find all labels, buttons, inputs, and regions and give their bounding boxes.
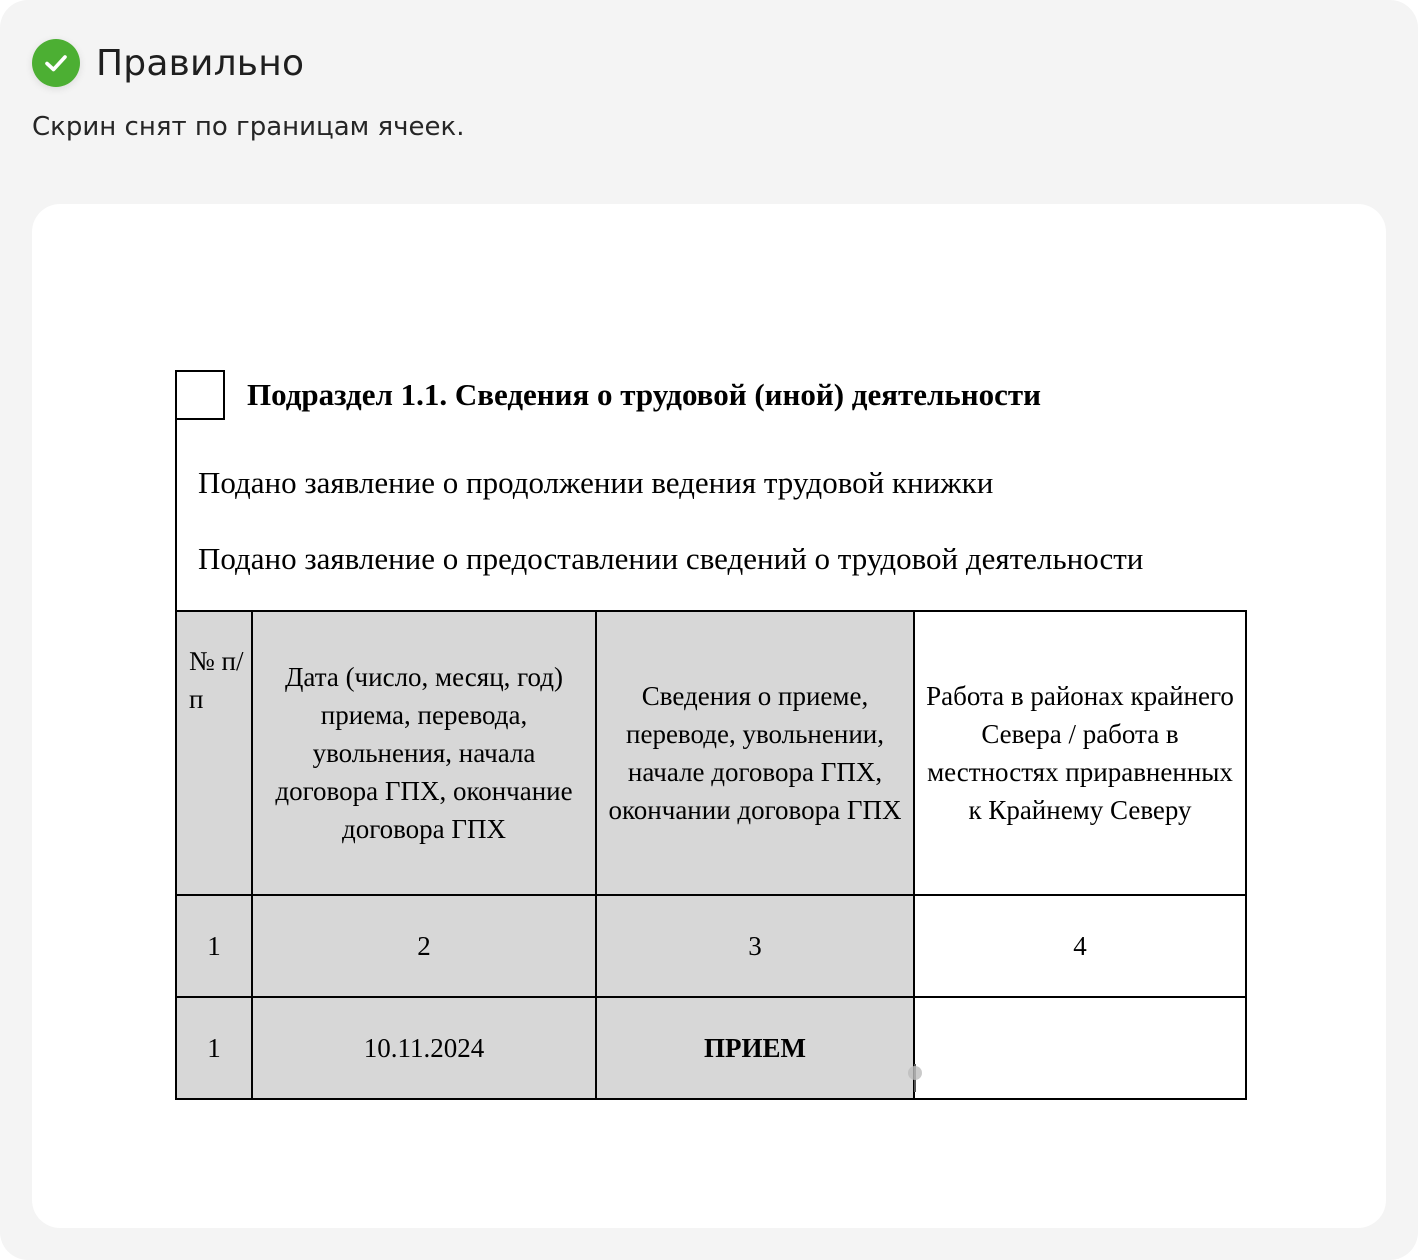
column-number: 1 [176,895,252,997]
check-circle-icon [32,39,80,87]
table-row [176,997,1246,1099]
header-cell-north: Работа в районах крайнего Севера / работа в местностях приравненных к Крайнему Северу [914,611,1246,895]
document-fragment [175,370,1245,1100]
section-title: Подраздел 1.1. Сведения о трудовой (иной) деятельности [247,377,1041,412]
status-description: Скрин снят по границам ячеек. [32,112,465,142]
row-info-cell: ПРИЕМ [596,997,914,1099]
status-title: Правильно [96,42,305,84]
document-header [175,370,1245,610]
statement-line-1: Подано заявление о продолжении ведения трудовой книжки [198,465,994,500]
work-history-table [175,610,1247,1100]
section-checkbox [175,370,225,420]
row-date-cell: 10.11.2024 [252,997,596,1099]
header-cell-info: Сведения о приеме, переводе, увольнении, начале договора ГПХ, окончании договора ГПХ [596,611,914,895]
status-header [32,38,304,88]
statement-line-2: Подано заявление о предоставлении сведений о трудовой деятельности [198,541,1144,576]
header-cell-number: № п/п [176,611,252,895]
column-number: 4 [914,895,1246,997]
screenshot-card [32,204,1386,1228]
row-number-cell: 1 [176,997,252,1099]
row-north-cell [914,997,1246,1099]
column-number-row [176,895,1246,997]
column-number: 3 [596,895,914,997]
column-number: 2 [252,895,596,997]
table-header-row [176,611,1246,895]
header-cell-date: Дата (число, месяц, год) приема, перевода, увольнения, начала договора ГПХ, окончание договора ГПХ [252,611,596,895]
crosshair-cursor-icon [904,1064,926,1092]
